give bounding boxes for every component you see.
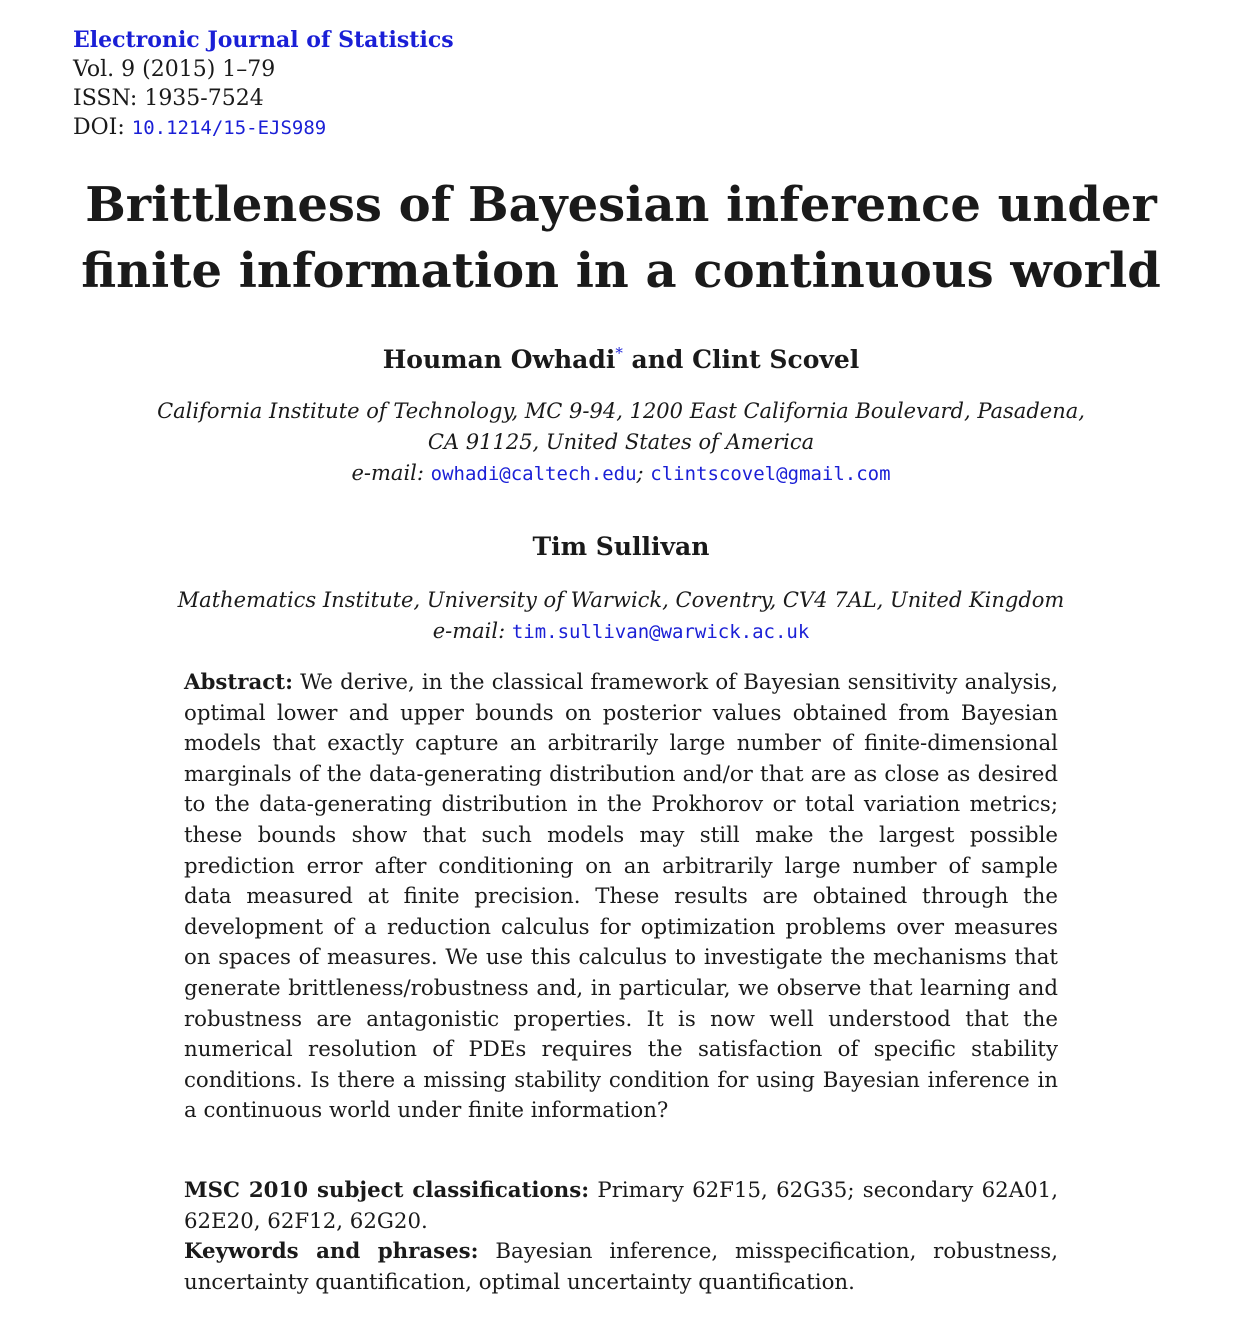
journal-header — [73, 26, 454, 143]
author-sullivan: Tim Sullivan — [532, 532, 710, 561]
author-scovel: Clint Scovel — [692, 345, 860, 374]
email-sullivan-link[interactable]: tim.sullivan@warwick.ac.uk — [511, 621, 810, 643]
abstract-text: We derive, in the classical framework of Bayesian sensitivity analysis, optimal lower and upper bounds on posterior values obtained from Bayesian models that exactly capture an arbitrarily large number of finite-dimensional marginals of the data-generating distribution and/or that are as close as desired to the data-generating distribution in the Prokhorov or total variation metrics; these bounds show that such models may still make the largest possible prediction error after conditioning on an arbitrarily large number of sample data measured at finite precision. These results are obtained through the development of a reduction calculus for optimization problems over measures on spaces of measures. We use this calculus to investigate the mechanisms that generate brittleness/robustness and, in particular, we observe that learning and robustness are antagonistic properties. It is now well understood that the numerical resolution of PDEs requires the satisfaction of specific stability conditions. Is there a missing stability condition for using Bayesian inference in a continuous world under finite information? — [184, 670, 1058, 1124]
affiliation-caltech — [40, 396, 1202, 490]
abstract-label: Abstract: — [184, 670, 293, 695]
email-owhadi-link[interactable]: owhadi@caltech.edu — [430, 463, 637, 485]
affiliation-warwick — [40, 585, 1202, 648]
author-joiner: and — [622, 345, 693, 374]
affiliation-line-2: CA 91125, United States of America — [427, 430, 815, 454]
msc-classifications — [184, 1176, 1058, 1237]
email-line-1 — [40, 458, 1202, 490]
issn-info: ISSN: 1935-7524 — [73, 86, 264, 111]
email-line-2 — [40, 616, 1202, 648]
author-line-2 — [40, 532, 1202, 561]
journal-name[interactable]: Electronic Journal of Statistics — [73, 27, 454, 53]
email-label-2: e-mail: — [432, 619, 512, 643]
doi-info — [73, 113, 454, 143]
abstract — [184, 668, 1058, 1127]
email-separator: ; — [636, 461, 651, 485]
author-owhadi: Houman Owhadi — [382, 345, 616, 374]
doi-label: DOI: — [73, 115, 132, 140]
msc-text: Primary 62F15, 62G35; secondary 62A01, 62E20, 62F12, 62G20. — [184, 1178, 1058, 1234]
doi-link[interactable]: 10.1214/15-EJS989 — [131, 117, 327, 139]
title-line-1: Brittleness of Bayesian inference under — [85, 177, 1157, 233]
email-label: e-mail: — [351, 461, 431, 485]
title-line-2: finite information in a continuous world — [81, 243, 1161, 299]
paper-title — [40, 172, 1202, 304]
affiliation-line-1: California Institute of Technology, MC 9-94, 1200 East California Boulevard, Pasadena, — [157, 399, 1085, 423]
author-line-1 — [40, 344, 1202, 374]
keywords-text: Bayesian inference, misspecification, robustness, uncertainty quantification, optimal uncertainty quantification. — [184, 1239, 1058, 1295]
email-scovel-link[interactable]: clintscovel@gmail.com — [650, 463, 891, 485]
keywords-label: Keywords and phrases: — [184, 1239, 479, 1264]
keywords — [184, 1237, 1058, 1298]
corresponding-author-mark[interactable]: * — [615, 344, 623, 362]
msc-label: MSC 2010 subject classifications: — [184, 1178, 590, 1203]
volume-info: Vol. 9 (2015) 1–79 — [73, 57, 276, 82]
affiliation-warwick-line: Mathematics Institute, University of Warwick, Coventry, CV4 7AL, United Kingdom — [177, 588, 1065, 612]
